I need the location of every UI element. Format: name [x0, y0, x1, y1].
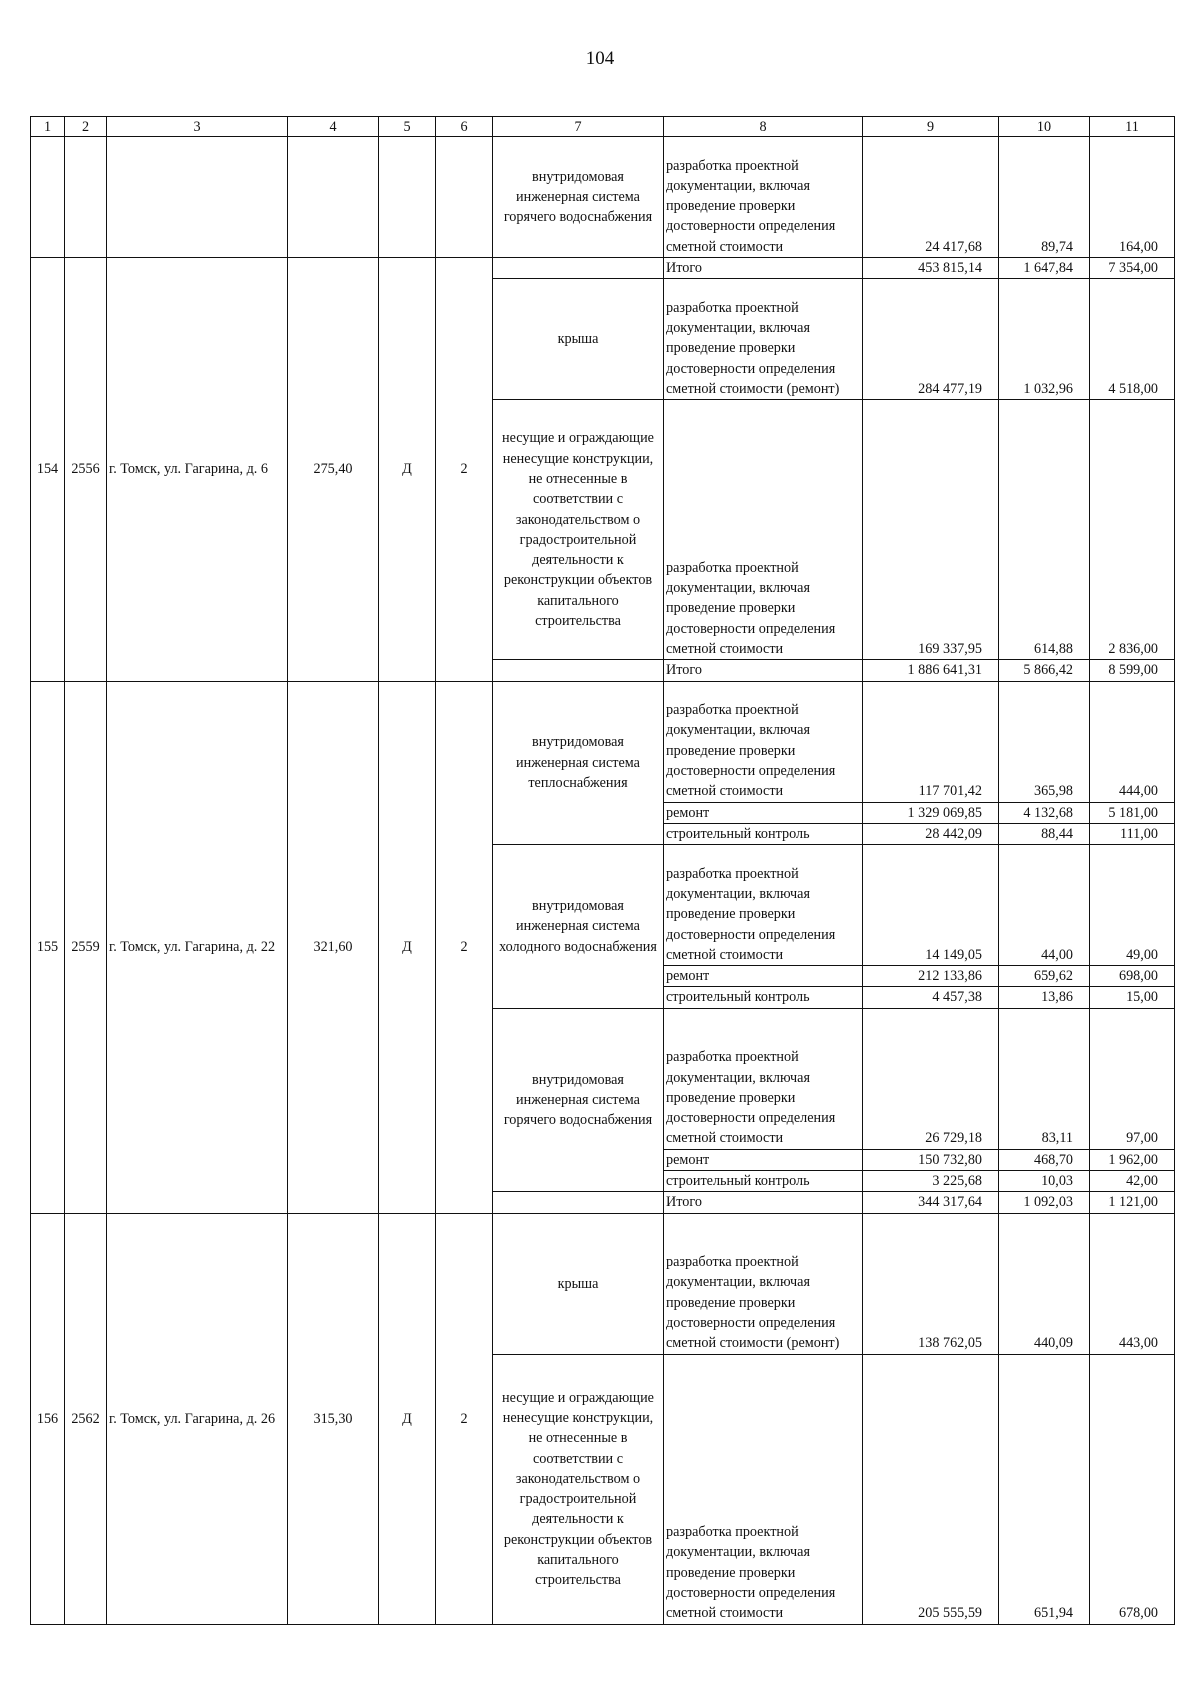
cost-value: 1 329 069,85	[863, 802, 999, 823]
total-label: Итого	[664, 660, 863, 681]
building-type: Д	[379, 1213, 436, 1624]
work-type: разработка проектной документации, включая проведение проверки достоверности определения сметной стоимости	[664, 681, 863, 802]
cost-value: 344 317,64	[863, 1192, 999, 1213]
row-number: 156	[31, 1213, 65, 1624]
cost-per-sqm: 365,98	[999, 681, 1090, 802]
building-type: Д	[379, 681, 436, 1213]
area: 321,60	[288, 681, 379, 1213]
system-name: внутридомовая инженерная система теплоснабжения	[493, 681, 664, 845]
limit-value: 15,00	[1090, 987, 1175, 1008]
cost-per-sqm: 651,94	[999, 1354, 1090, 1624]
cost-value: 150 732,80	[863, 1149, 999, 1170]
cost-per-sqm: 1 647,84	[999, 258, 1090, 279]
work-type: строительный контроль	[664, 987, 863, 1008]
col-header: 4	[288, 117, 379, 137]
work-type: разработка проектной документации, включая проведение проверки достоверности определения сметной стоимости	[664, 1354, 863, 1624]
cost-per-sqm: 5 866,42	[999, 660, 1090, 681]
work-type: разработка проектной документации, включая проведение проверки достоверности определения сметной стоимости	[664, 137, 863, 258]
cost-value: 1 886 641,31	[863, 660, 999, 681]
system-name: внутридомовая инженерная система холодного водоснабжения	[493, 845, 664, 1009]
cost-value: 28 442,09	[863, 823, 999, 844]
limit-value: 97,00	[1090, 1008, 1175, 1149]
limit-value: 2 836,00	[1090, 400, 1175, 660]
work-type: разработка проектной документации, включая проведение проверки достоверности определения сметной стоимости	[664, 400, 863, 660]
limit-value: 111,00	[1090, 823, 1175, 844]
building-type: Д	[379, 258, 436, 682]
work-type: ремонт	[664, 1149, 863, 1170]
col-header: 10	[999, 117, 1090, 137]
col-header: 6	[436, 117, 493, 137]
work-type: ремонт	[664, 966, 863, 987]
address: г. Томск, ул. Гагарина, д. 22	[107, 681, 288, 1213]
limit-value: 678,00	[1090, 1354, 1175, 1624]
system-name: крыша	[493, 1213, 664, 1354]
limit-value: 698,00	[1090, 966, 1175, 987]
address: г. Томск, ул. Гагарина, д. 26	[107, 1213, 288, 1624]
cost-per-sqm: 1 032,96	[999, 279, 1090, 400]
cost-value: 284 477,19	[863, 279, 999, 400]
table-row	[31, 1213, 1175, 1354]
floors: 2	[436, 681, 493, 1213]
col-header: 9	[863, 117, 999, 137]
col-header: 5	[379, 117, 436, 137]
system-name: внутридомовая инженерная система горячего водоснабжения	[493, 1008, 664, 1192]
system-name: внутридомовая инженерная система горячего водоснабжения	[493, 137, 664, 258]
limit-value: 42,00	[1090, 1171, 1175, 1192]
row-id: 2562	[65, 1213, 107, 1624]
limit-value: 7 354,00	[1090, 258, 1175, 279]
cost-value: 24 417,68	[863, 137, 999, 258]
cost-per-sqm: 10,03	[999, 1171, 1090, 1192]
limit-value: 5 181,00	[1090, 802, 1175, 823]
floors: 2	[436, 1213, 493, 1624]
table-row	[31, 137, 1175, 258]
cost-value: 14 149,05	[863, 845, 999, 966]
cost-per-sqm: 1 092,03	[999, 1192, 1090, 1213]
floors: 2	[436, 258, 493, 682]
cost-per-sqm: 44,00	[999, 845, 1090, 966]
cost-value: 205 555,59	[863, 1354, 999, 1624]
cost-value: 212 133,86	[863, 966, 999, 987]
table-row	[31, 258, 1175, 279]
capital-repair-table	[30, 116, 1175, 1625]
limit-value: 8 599,00	[1090, 660, 1175, 681]
limit-value: 1 121,00	[1090, 1192, 1175, 1213]
limit-value: 443,00	[1090, 1213, 1175, 1354]
work-type: строительный контроль	[664, 1171, 863, 1192]
work-type: ремонт	[664, 802, 863, 823]
cost-per-sqm: 89,74	[999, 137, 1090, 258]
limit-value: 49,00	[1090, 845, 1175, 966]
cost-per-sqm: 13,86	[999, 987, 1090, 1008]
cost-value: 117 701,42	[863, 681, 999, 802]
work-type: разработка проектной документации, включая проведение проверки достоверности определения сметной стоимости	[664, 845, 863, 966]
area: 275,40	[288, 258, 379, 682]
table-row	[31, 681, 1175, 802]
system-name: крыша	[493, 279, 664, 400]
cost-value: 453 815,14	[863, 258, 999, 279]
cost-per-sqm: 4 132,68	[999, 802, 1090, 823]
col-header: 7	[493, 117, 664, 137]
system-name: несущие и ограждающие ненесущие конструкции, не отнесенные в соответствии с законодательством о градостроительной деятельности к реконструкции объектов капитального строительства	[493, 1354, 664, 1624]
total-label: Итого	[664, 1192, 863, 1213]
cost-per-sqm: 83,11	[999, 1008, 1090, 1149]
col-header: 2	[65, 117, 107, 137]
col-header: 11	[1090, 117, 1175, 137]
col-header: 3	[107, 117, 288, 137]
col-header: 1	[31, 117, 65, 137]
cost-value: 138 762,05	[863, 1213, 999, 1354]
page-number: 104	[585, 48, 615, 69]
cost-value: 169 337,95	[863, 400, 999, 660]
row-number: 155	[31, 681, 65, 1213]
cost-per-sqm: 614,88	[999, 400, 1090, 660]
limit-value: 4 518,00	[1090, 279, 1175, 400]
limit-value: 1 962,00	[1090, 1149, 1175, 1170]
col-header: 8	[664, 117, 863, 137]
area: 315,30	[288, 1213, 379, 1624]
limit-value: 444,00	[1090, 681, 1175, 802]
cost-value: 3 225,68	[863, 1171, 999, 1192]
cost-per-sqm: 88,44	[999, 823, 1090, 844]
cost-value: 4 457,38	[863, 987, 999, 1008]
work-type: разработка проектной документации, включая проведение проверки достоверности определения сметной стоимости (ремонт)	[664, 279, 863, 400]
cost-value: 26 729,18	[863, 1008, 999, 1149]
header-row	[31, 117, 1175, 137]
cost-per-sqm: 659,62	[999, 966, 1090, 987]
row-id: 2556	[65, 258, 107, 682]
row-id: 2559	[65, 681, 107, 1213]
work-type: строительный контроль	[664, 823, 863, 844]
limit-value: 164,00	[1090, 137, 1175, 258]
row-number: 154	[31, 258, 65, 682]
address: г. Томск, ул. Гагарина, д. 6	[107, 258, 288, 682]
cost-per-sqm: 468,70	[999, 1149, 1090, 1170]
total-label: Итого	[664, 258, 863, 279]
work-type: разработка проектной документации, включая проведение проверки достоверности определения сметной стоимости	[664, 1008, 863, 1149]
cost-per-sqm: 440,09	[999, 1213, 1090, 1354]
system-name: несущие и ограждающие ненесущие конструкции, не отнесенные в соответствии с законодательством о градостроительной деятельности к реконструкции объектов капитального строительства	[493, 400, 664, 660]
work-type: разработка проектной документации, включая проведение проверки достоверности определения сметной стоимости (ремонт)	[664, 1213, 863, 1354]
